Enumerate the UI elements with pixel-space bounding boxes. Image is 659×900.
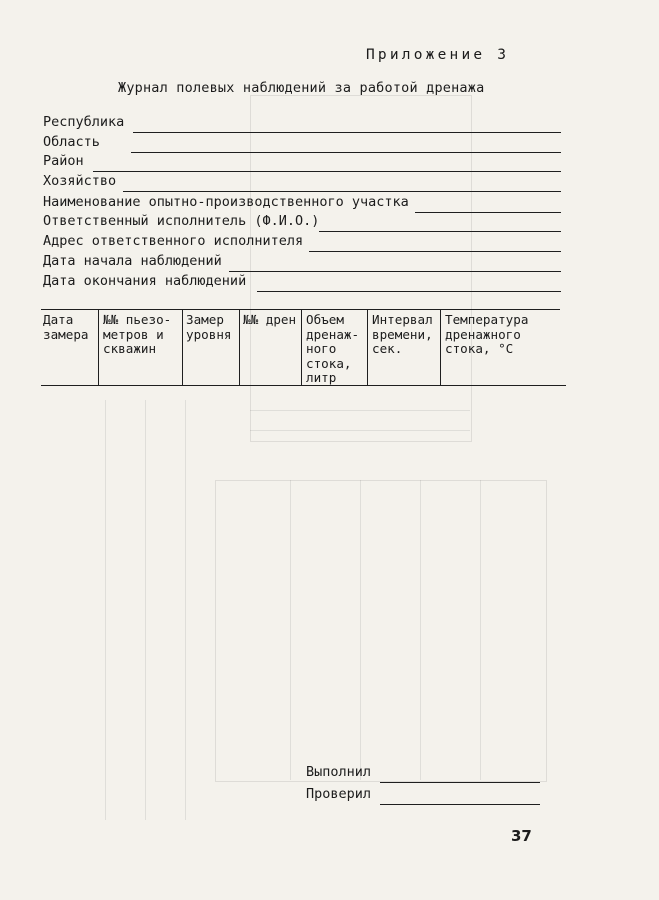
field-site-name bbox=[43, 194, 563, 214]
column-header-temperature: Температура дренажного стока, °С bbox=[445, 312, 529, 356]
signature-performed bbox=[306, 764, 546, 784]
signature-line[interactable] bbox=[380, 804, 540, 805]
field-responsible-address bbox=[43, 233, 563, 253]
field-label: Адрес ответственного исполнителя bbox=[43, 233, 304, 249]
table-header-bottom-border bbox=[41, 385, 566, 386]
field-label: Область bbox=[43, 134, 100, 150]
column-divider bbox=[98, 310, 99, 386]
column-header-date: Дата замера bbox=[43, 312, 89, 342]
column-divider bbox=[301, 310, 302, 386]
column-divider bbox=[440, 310, 441, 386]
signature-line[interactable] bbox=[380, 782, 540, 783]
column-divider bbox=[239, 310, 240, 386]
field-label: Дата начала наблюдений bbox=[43, 253, 222, 269]
fill-line[interactable] bbox=[133, 132, 561, 133]
document-title: Журнал полевых наблюдений за работой дренажа bbox=[118, 80, 485, 96]
column-header-drains: №№ дрен bbox=[243, 312, 297, 327]
page-number: 37 bbox=[511, 827, 532, 845]
field-label: Дата окончания наблюдений bbox=[43, 273, 247, 289]
appendix-label: Приложение 3 bbox=[366, 47, 510, 63]
field-start-date bbox=[43, 253, 563, 273]
signature-label: Проверил bbox=[306, 786, 372, 802]
column-divider bbox=[367, 310, 368, 386]
field-label: Республика bbox=[43, 114, 125, 130]
fill-line[interactable] bbox=[229, 271, 561, 272]
fill-line[interactable] bbox=[93, 171, 561, 172]
field-label: Район bbox=[43, 153, 84, 169]
column-header-interval: Интервал времени, сек. bbox=[372, 312, 433, 356]
column-divider bbox=[182, 310, 183, 386]
column-header-volume: Объем дренаж- ного стока, литр bbox=[306, 312, 360, 385]
field-responsible-person bbox=[43, 213, 563, 233]
field-label: Хозяйство bbox=[43, 173, 117, 189]
column-header-piezometers: №№ пьезо- метров и скважин bbox=[103, 312, 172, 356]
field-oblast bbox=[43, 134, 563, 154]
fill-line[interactable] bbox=[309, 251, 561, 252]
field-label: Наименование опытно-производственного участка bbox=[43, 194, 409, 210]
fill-line[interactable] bbox=[319, 231, 561, 232]
field-label: Ответственный исполнитель (Ф.И.О.) bbox=[43, 213, 320, 229]
fill-line[interactable] bbox=[123, 191, 561, 192]
column-header-level: Замер уровня bbox=[186, 312, 232, 342]
field-end-date bbox=[43, 273, 563, 293]
field-farm bbox=[43, 173, 563, 193]
fill-line[interactable] bbox=[257, 291, 561, 292]
field-district bbox=[43, 153, 563, 173]
field-republic bbox=[43, 114, 563, 134]
signature-label: Выполнил bbox=[306, 764, 372, 780]
signature-checked bbox=[306, 786, 546, 806]
